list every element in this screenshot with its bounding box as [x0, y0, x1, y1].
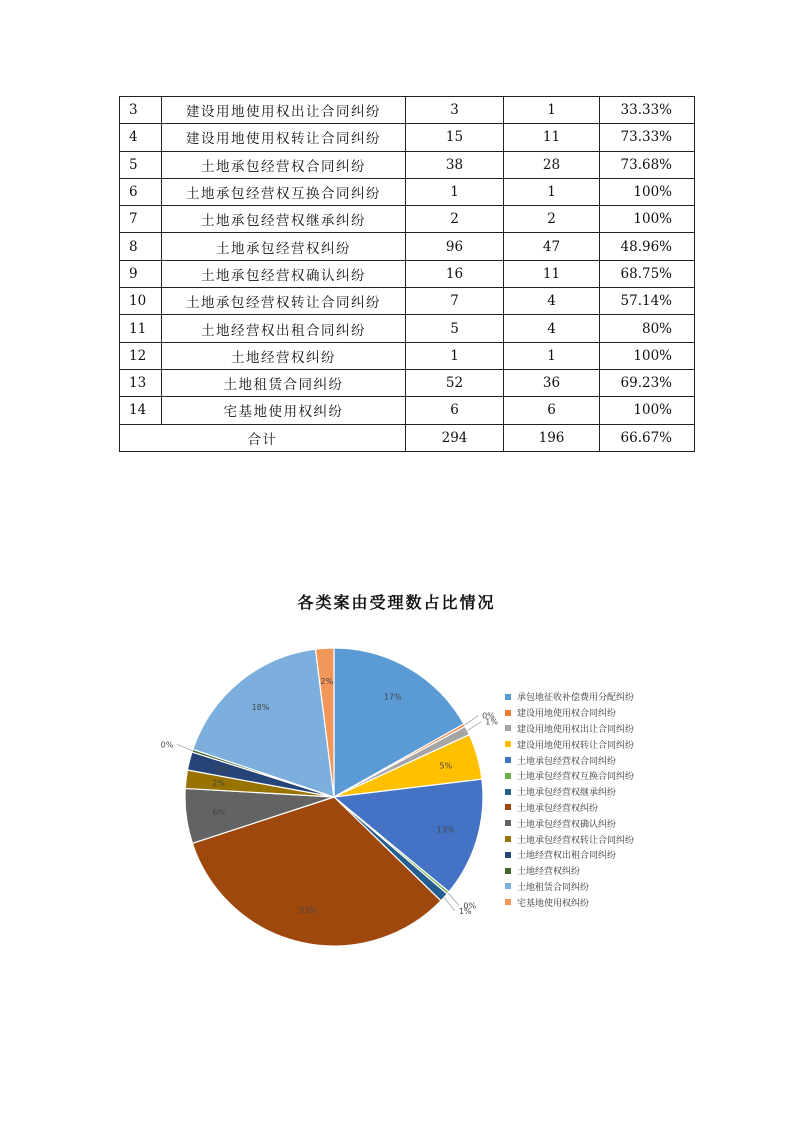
legend-item [505, 784, 634, 800]
case-type-name: 土地经营权出租合同纠纷 [162, 315, 406, 342]
closed-count: 36 [504, 369, 600, 396]
closed-count: 47 [504, 233, 600, 260]
pie-data-label: 5% [439, 761, 453, 771]
row-number: 14 [120, 397, 162, 424]
table-row [120, 342, 695, 369]
accepted-count: 5 [406, 315, 504, 342]
row-number: 11 [120, 315, 162, 342]
legend-item [505, 800, 634, 816]
legend-label: 建设用地使用权合同纠纷 [517, 709, 617, 720]
chart-title: 各类案由受理数占比情况 [297, 593, 496, 612]
case-type-name: 土地承包经营权互换合同纠纷 [162, 178, 406, 205]
row-number: 13 [120, 369, 162, 396]
pie-leader-line [444, 897, 455, 910]
legend-label: 土地承包经营权合同纠纷 [517, 756, 617, 767]
accepted-count: 3 [406, 97, 504, 124]
legend-label: 土地承包经营权继承纠纷 [517, 788, 617, 799]
close-rate: 69.23% [600, 369, 695, 396]
table-row [120, 369, 695, 396]
closed-count: 1 [504, 178, 600, 205]
legend-item [505, 752, 634, 768]
legend-swatch [505, 789, 511, 795]
close-rate: 73.33% [600, 124, 695, 151]
legend-label: 土地承包经营权确认纠纷 [517, 819, 617, 830]
pie-data-label: 18% [251, 702, 270, 712]
legend-swatch [505, 757, 511, 763]
legend-label: 土地承包经营权转让合同纠纷 [517, 835, 635, 846]
pie-data-label: 2% [212, 779, 225, 789]
table-total-row [120, 424, 695, 451]
legend-label: 承包地征收补偿费用分配纠纷 [517, 693, 635, 704]
legend-swatch [505, 804, 511, 810]
total-rate: 66.67% [600, 424, 695, 451]
table-row [120, 178, 695, 205]
close-rate: 80% [600, 315, 695, 342]
accepted-count: 15 [406, 124, 504, 151]
legend-swatch [505, 710, 511, 716]
closed-count: 28 [504, 151, 600, 178]
legend-label: 土地承包经营权纠纷 [517, 803, 599, 814]
table-row [120, 151, 695, 178]
accepted-count: 7 [406, 288, 504, 315]
legend-item [505, 815, 634, 831]
close-rate: 100% [600, 178, 695, 205]
close-rate: 100% [600, 397, 695, 424]
legend-item [505, 689, 634, 705]
closed-count: 2 [504, 206, 600, 233]
legend-swatch [505, 836, 511, 842]
legend-item [505, 863, 634, 879]
closed-count: 4 [504, 288, 600, 315]
legend-label: 土地租赁合同纠纷 [517, 882, 590, 893]
close-rate: 100% [600, 342, 695, 369]
legend-label: 土地经营权纠纷 [517, 867, 581, 878]
chart-legend [505, 689, 634, 910]
legend-label: 建设用地使用权出让合同纠纷 [517, 724, 635, 735]
pie-leader-line [448, 893, 459, 906]
closed-count: 1 [504, 97, 600, 124]
table-row [120, 124, 695, 151]
case-type-name: 土地经营权纠纷 [162, 342, 406, 369]
legend-label: 土地经营权出租合同纠纷 [517, 851, 617, 862]
accepted-count: 52 [406, 369, 504, 396]
close-rate: 100% [600, 206, 695, 233]
case-type-name: 土地承包经营权确认纠纷 [162, 260, 406, 287]
row-number: 10 [120, 288, 162, 315]
case-type-name: 土地租赁合同纠纷 [162, 369, 406, 396]
row-number: 12 [120, 342, 162, 369]
closed-count: 6 [504, 397, 600, 424]
pie-data-label: 0% [482, 711, 495, 721]
closed-count: 1 [504, 342, 600, 369]
row-number: 7 [120, 206, 162, 233]
close-rate: 68.75% [600, 260, 695, 287]
pie-chart [160, 640, 500, 960]
row-number: 9 [120, 260, 162, 287]
legend-swatch [505, 725, 511, 731]
accepted-count: 96 [406, 233, 504, 260]
legend-swatch [505, 773, 511, 779]
legend-swatch [505, 852, 511, 858]
pie-leader-line [177, 744, 192, 750]
case-type-name: 土地承包经营权转让合同纠纷 [162, 288, 406, 315]
close-rate: 73.68% [600, 151, 695, 178]
table-row [120, 206, 695, 233]
legend-label: 建设用地使用权转让合同纠纷 [517, 740, 635, 751]
total-accepted: 294 [406, 424, 504, 451]
accepted-count: 16 [406, 260, 504, 287]
pie-data-label: 33% [298, 906, 317, 916]
row-number: 3 [120, 97, 162, 124]
case-type-name: 宅基地使用权纠纷 [162, 397, 406, 424]
legend-swatch [505, 741, 511, 747]
pie-data-label: 1% [485, 717, 498, 727]
closed-count: 11 [504, 124, 600, 151]
legend-item [505, 847, 634, 863]
case-type-name: 土地承包经营权纠纷 [162, 233, 406, 260]
closed-count: 4 [504, 315, 600, 342]
accepted-count: 1 [406, 178, 504, 205]
total-closed: 196 [504, 424, 600, 451]
case-type-name: 建设用地使用权出让合同纠纷 [162, 97, 406, 124]
pie-leader-line [467, 722, 481, 731]
table-row [120, 315, 695, 342]
table-row [120, 97, 695, 124]
legend-item [505, 768, 634, 784]
accepted-count: 1 [406, 342, 504, 369]
row-number: 5 [120, 151, 162, 178]
legend-swatch [505, 899, 511, 905]
close-rate: 57.14% [600, 288, 695, 315]
legend-item [505, 721, 634, 737]
pie-leader-line [465, 716, 479, 726]
table-row [120, 260, 695, 287]
case-statistics-table [119, 96, 695, 452]
table-row [120, 288, 695, 315]
pie-data-label: 1% [458, 906, 472, 916]
legend-swatch [505, 820, 511, 826]
row-number: 8 [120, 233, 162, 260]
legend-item [505, 831, 634, 847]
pie-data-label: 17% [383, 692, 402, 702]
row-number: 4 [120, 124, 162, 151]
table-body [120, 97, 695, 452]
legend-label: 土地承包经营权互换合同纠纷 [517, 772, 635, 783]
legend-item [505, 736, 634, 752]
legend-item [505, 894, 634, 910]
pie-data-label: 0% [463, 901, 477, 911]
case-type-name: 土地承包经营权合同纠纷 [162, 151, 406, 178]
accepted-count: 38 [406, 151, 504, 178]
accepted-count: 2 [406, 206, 504, 233]
legend-swatch [505, 883, 511, 889]
accepted-count: 6 [406, 397, 504, 424]
pie-data-label: 6% [212, 807, 226, 817]
table-row [120, 397, 695, 424]
row-number: 6 [120, 178, 162, 205]
legend-item [505, 705, 634, 721]
pie-data-label: 2% [214, 764, 228, 774]
close-rate: 48.96% [600, 233, 695, 260]
case-type-name: 土地承包经营权继承纠纷 [162, 206, 406, 233]
closed-count: 11 [504, 260, 600, 287]
pie-data-label: 2% [320, 677, 334, 687]
pie-data-label: 13% [436, 825, 455, 835]
legend-swatch [505, 868, 511, 874]
legend-item [505, 879, 634, 895]
case-type-name: 建设用地使用权转让合同纠纷 [162, 124, 406, 151]
legend-label: 宅基地使用权纠纷 [517, 898, 590, 909]
total-label: 合计 [120, 424, 406, 451]
pie-data-label: 0% [160, 740, 174, 750]
legend-swatch [505, 694, 511, 700]
table-row [120, 233, 695, 260]
close-rate: 33.33% [600, 97, 695, 124]
